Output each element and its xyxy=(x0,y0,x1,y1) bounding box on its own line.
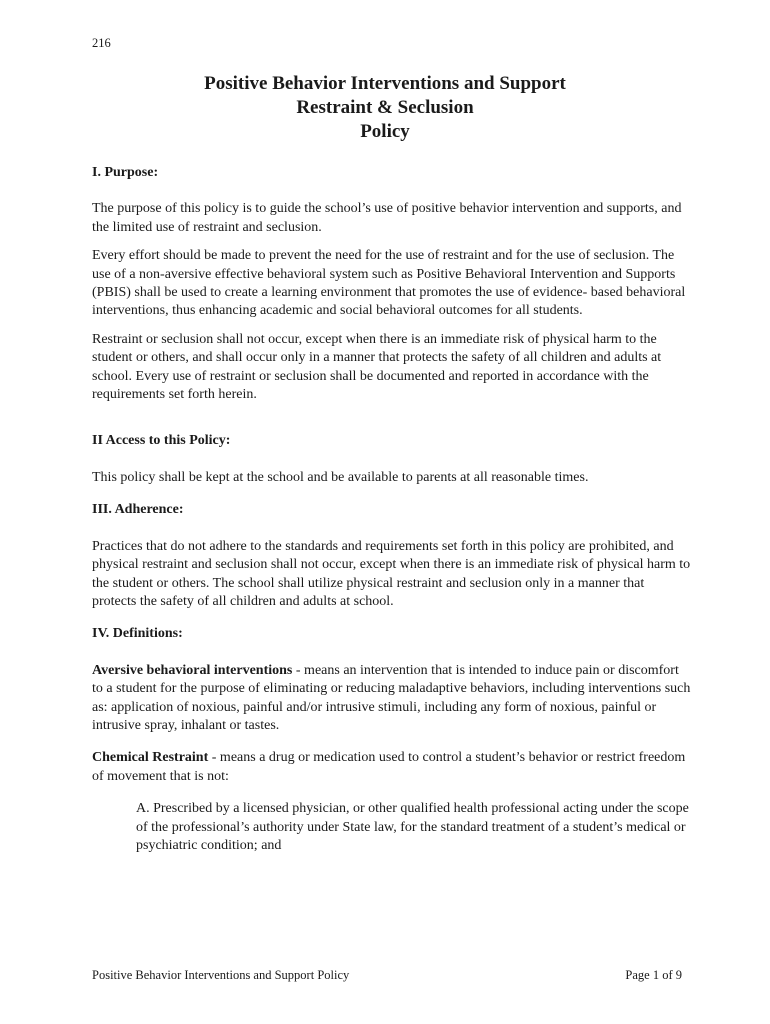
definition-text-aversive: - means an intervention that is intended to induce pain or discomfort to a student for the purpose of eliminating or reducing maladaptive behaviors, including interventions such as: application of noxious, painful and/or intrusive stimuli, including any form of noxious, painful or intrusive spray, inhalant or tastes. xyxy=(92,662,691,733)
document-title xyxy=(0,72,770,144)
title-line-3: Policy xyxy=(360,121,410,142)
title-line-2: Restraint & Seclusion xyxy=(296,97,474,118)
section-heading-definitions: IV. Definitions: xyxy=(92,626,183,642)
top-page-number: 216 xyxy=(92,36,111,50)
section-heading-adherence: III. Adherence: xyxy=(92,502,184,518)
access-paragraph-1: This policy shall be kept at the school and be available to parents at all reasonable times. xyxy=(92,469,589,485)
purpose-paragraph-2: Every effort should be made to prevent the need for the use of restraint and for the use of seclusion. The use of a non-aversive effective behavioral system such as Positive Behavioral Intervention and Supports (PBIS) shall be used to create a learning environment that promotes the use of evidence- based behavioral interventions, thus enhancing academic and social behavioral outcomes for all students. xyxy=(92,248,686,319)
footer-title: Positive Behavior Interventions and Support Policy xyxy=(92,968,350,982)
document-body xyxy=(92,164,692,855)
section-heading-purpose: I. Purpose: xyxy=(92,165,159,180)
definition-term-chemical: Chemical Restraint xyxy=(92,750,209,766)
adherence-paragraph-1: Practices that do not adhere to the standards and requirements set forth in this policy are prohibited, and physical restraint and seclusion shall not occur, except when there is an immediate risk of physical harm to the student or others. The school shall utilize physical restraint and seclusion only in a manner that protects the safety of all children and adults at school. xyxy=(92,538,691,609)
footer-page-indicator: Page 1 of 9 xyxy=(625,968,682,982)
chemical-item-a: A. Prescribed by a licensed physician, or other qualified health professional acting under the scope of the professional’s authority under State law, for the standard treatment of a student’s medical or psychiatric condition; and xyxy=(136,801,689,853)
purpose-paragraph-1: The purpose of this policy is to guide the school’s use of positive behavior intervention and supports, and the limited use of restraint and seclusion. xyxy=(92,201,682,235)
title-line-1: Positive Behavior Interventions and Support xyxy=(204,73,566,94)
purpose-paragraph-3: Restraint or seclusion shall not occur, except when there is an immediate risk of physical harm to the student or others, and shall occur only in a manner that protects the safety of all children and adults at school. Every use of restraint or seclusion shall be documented and reported in accordance with the requirements set forth herein. xyxy=(92,331,662,403)
definition-aversive xyxy=(92,662,692,736)
definition-text-chemical: - means a drug or medication used to control a student’s behavior or restrict freedom of movement that is not: xyxy=(92,750,686,784)
definition-term-aversive: Aversive behavioral interventions xyxy=(92,662,293,678)
section-heading-access: II Access to this Policy: xyxy=(92,433,231,449)
definition-chemical xyxy=(92,749,692,786)
